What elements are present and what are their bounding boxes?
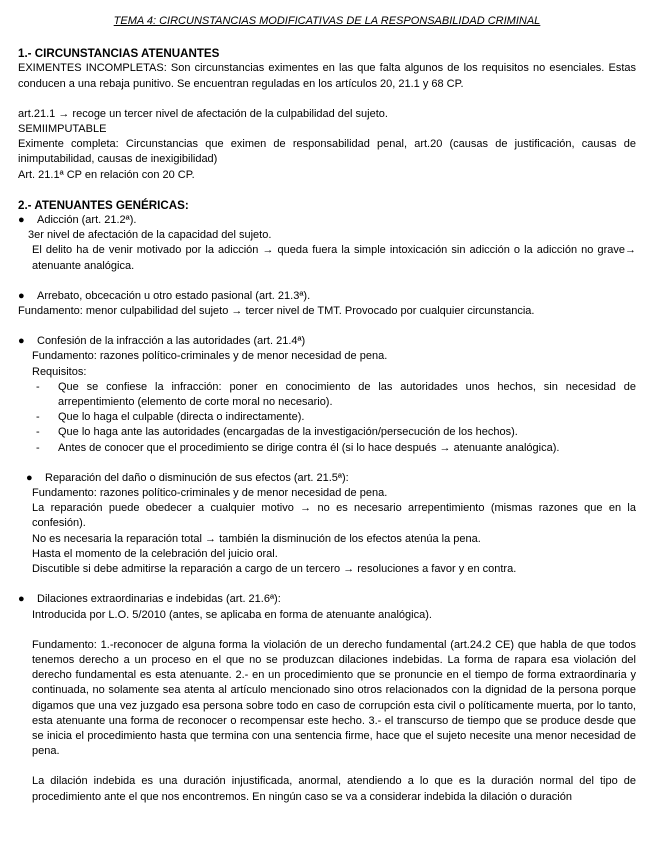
bullet-icon: ● [26, 471, 33, 484]
reparacion-line-2: La reparación puede obedecer a cualquier motivo → no es necesario arrepentimiento (mismas razones que en la confesión). [32, 502, 636, 530]
dilaciones-title: Dilaciones extraordinarias e indebidas (art. 21.6ª): [37, 593, 281, 606]
art-21-1a-line: Art. 21.1ª CP en relación con 20 CP. [18, 168, 195, 181]
requisito-text: Que lo haga ante las autoridades (encargadas de la investigación/persecución de los hechos). [58, 426, 518, 439]
spacer [18, 456, 636, 471]
spacer [18, 577, 636, 592]
reparacion-line-1: Fundamento: razones político-criminales y de menor necesidad de pena. [32, 487, 388, 500]
reparacion-title: Reparación del daño o disminución de sus efectos (art. 21.5ª): [45, 471, 349, 484]
bullet-icon: ● [18, 335, 25, 348]
requisito-item [18, 425, 636, 440]
reparacion-line-5: Discutible si debe admitirse la reparación a cargo de un tercero → resoluciones a favor y en contra. [32, 563, 517, 576]
bullet-icon: ● [18, 289, 25, 302]
list-item-dilaciones [18, 592, 636, 607]
semiimputable-line: SEMIIMPUTABLE [18, 123, 107, 136]
list-item-confesion [18, 334, 636, 349]
eximente-completa-paragraph: Eximente completa: Circunstancias que eximen de responsabilidad penal, art.20 (causas de justificación, causas de inimputabilidad, causas de inexigibilidad) [18, 138, 636, 166]
reparacion-line-4: Hasta el momento de la celebración del juicio oral. [32, 547, 278, 560]
reparacion-line-3: No es necesaria la reparación total → también la disminución de los efectos atenúa la pena. [32, 532, 481, 545]
requisito-text: Que se confiese la infracción: poner en conocimiento de las autoridades unos hechos, sin necesidad de arrepentimiento (elemento de corte moral no necesario). [58, 380, 636, 409]
spacer [18, 319, 636, 334]
bullet-icon: ● [18, 214, 25, 227]
spacer [18, 623, 636, 638]
section-2-heading: 2.- ATENUANTES GENÉRICAS: [18, 198, 189, 212]
dash-icon: - [36, 380, 40, 393]
eximentes-incompletas-paragraph: EXIMENTES INCOMPLETAS: Son circunstancias eximentes en las que falta algunos de los requisitos no esenciales. Estas conducen a una rebaja punitivo. Se encuentran reguladas en los artículos 20, 21.1 y 68 CP. [18, 62, 636, 90]
dash-icon: - [36, 411, 40, 424]
confesion-line-1: Fundamento: razones político-criminales y de menor necesidad de pena. [32, 350, 388, 363]
dilaciones-line-1: Introducida por L.O. 5/2010 (antes, se aplicaba en forma de atenuante analógica). [32, 608, 432, 621]
confesion-line-2: Requisitos: [32, 365, 87, 378]
list-item-reparacion [18, 471, 636, 486]
requisito-item [18, 441, 636, 456]
section-1-heading: 1.- CIRCUNSTANCIAS ATENUANTES [18, 47, 220, 61]
document-page [18, 14, 636, 805]
spacer [18, 759, 636, 774]
requisito-item [18, 380, 636, 410]
list-item-arrebato [18, 289, 636, 304]
spacer [18, 183, 636, 198]
adiccion-title: Adicción (art. 21.2ª). [37, 214, 137, 227]
dash-icon: - [36, 441, 40, 454]
art-21-1-line: art.21.1 → recoge un tercer nivel de afectación de la culpabilidad del sujeto. [18, 107, 388, 120]
spacer [18, 92, 636, 107]
dash-icon: - [36, 426, 40, 439]
document-title: TEMA 4: CIRCUNSTANCIAS MODIFICATIVAS DE LA RESPONSABILIDAD CRIMINAL [113, 15, 541, 27]
dilaciones-definicion-paragraph: La dilación indebida es una duración injustificada, anormal, atendiendo a lo que es la duración normal del tipo de procedimiento ante el que nos encontremos. En ningún caso se va a considerar indebida la dilación o duración [32, 775, 636, 803]
requisito-text: Antes de conocer que el procedimiento se dirige contra él (si lo hace después → atenuante analógica). [58, 441, 560, 454]
bullet-icon: ● [18, 593, 25, 606]
adiccion-line-2: El delito ha de venir motivado por la adicción → queda fuera la simple intoxicación sin adicción o la adicción no grave→ atenuante analógica. [32, 244, 636, 272]
dilaciones-fundamento-paragraph: Fundamento: 1.-reconocer de alguna forma la violación de un derecho fundamental (art.24.2 CE) que habla de que todos tenemos derecho a un proceso en el que no se produzcan dilaciones indebidas. La forma de rapara esa violación del derecho fundamental es esta atenuante. 2.- en un procedimiento que se pronuncie en el tiempo de forma extraordinaria y continuada, no solamente sea atenta al artículo mencionado sino otros relacionados con la dignidad de la persona porque digamos que una vez juzgado esa persona sobre todo en caso de corrupción esta civil o políticamente muerta, por lo tanto, esta atenuante una forma de reconocer o recompensar este hecho. 3.- el transcurso de tiempo que se produce desde que se inicia el procedimiento hasta que termina con una sentencia firme, hace que el sujeto necesite una menor necesidad de pena. [32, 638, 636, 758]
list-item-adiccion [18, 213, 636, 228]
spacer [18, 274, 636, 289]
requisito-text: Que lo haga el culpable (directa o indirectamente). [58, 411, 305, 424]
confesion-title: Confesión de la infracción a las autoridades (art. 21.4ª) [37, 335, 306, 348]
arrebato-title: Arrebato, obcecación u otro estado pasional (art. 21.3ª). [37, 289, 311, 302]
arrebato-line-1: Fundamento: menor culpabilidad del sujeto → tercer nivel de TMT. Provocado por cualquier circunstancia. [18, 305, 535, 318]
requisito-item [18, 410, 636, 425]
adiccion-line-1: 3er nivel de afectación de la capacidad del sujeto. [28, 229, 272, 242]
